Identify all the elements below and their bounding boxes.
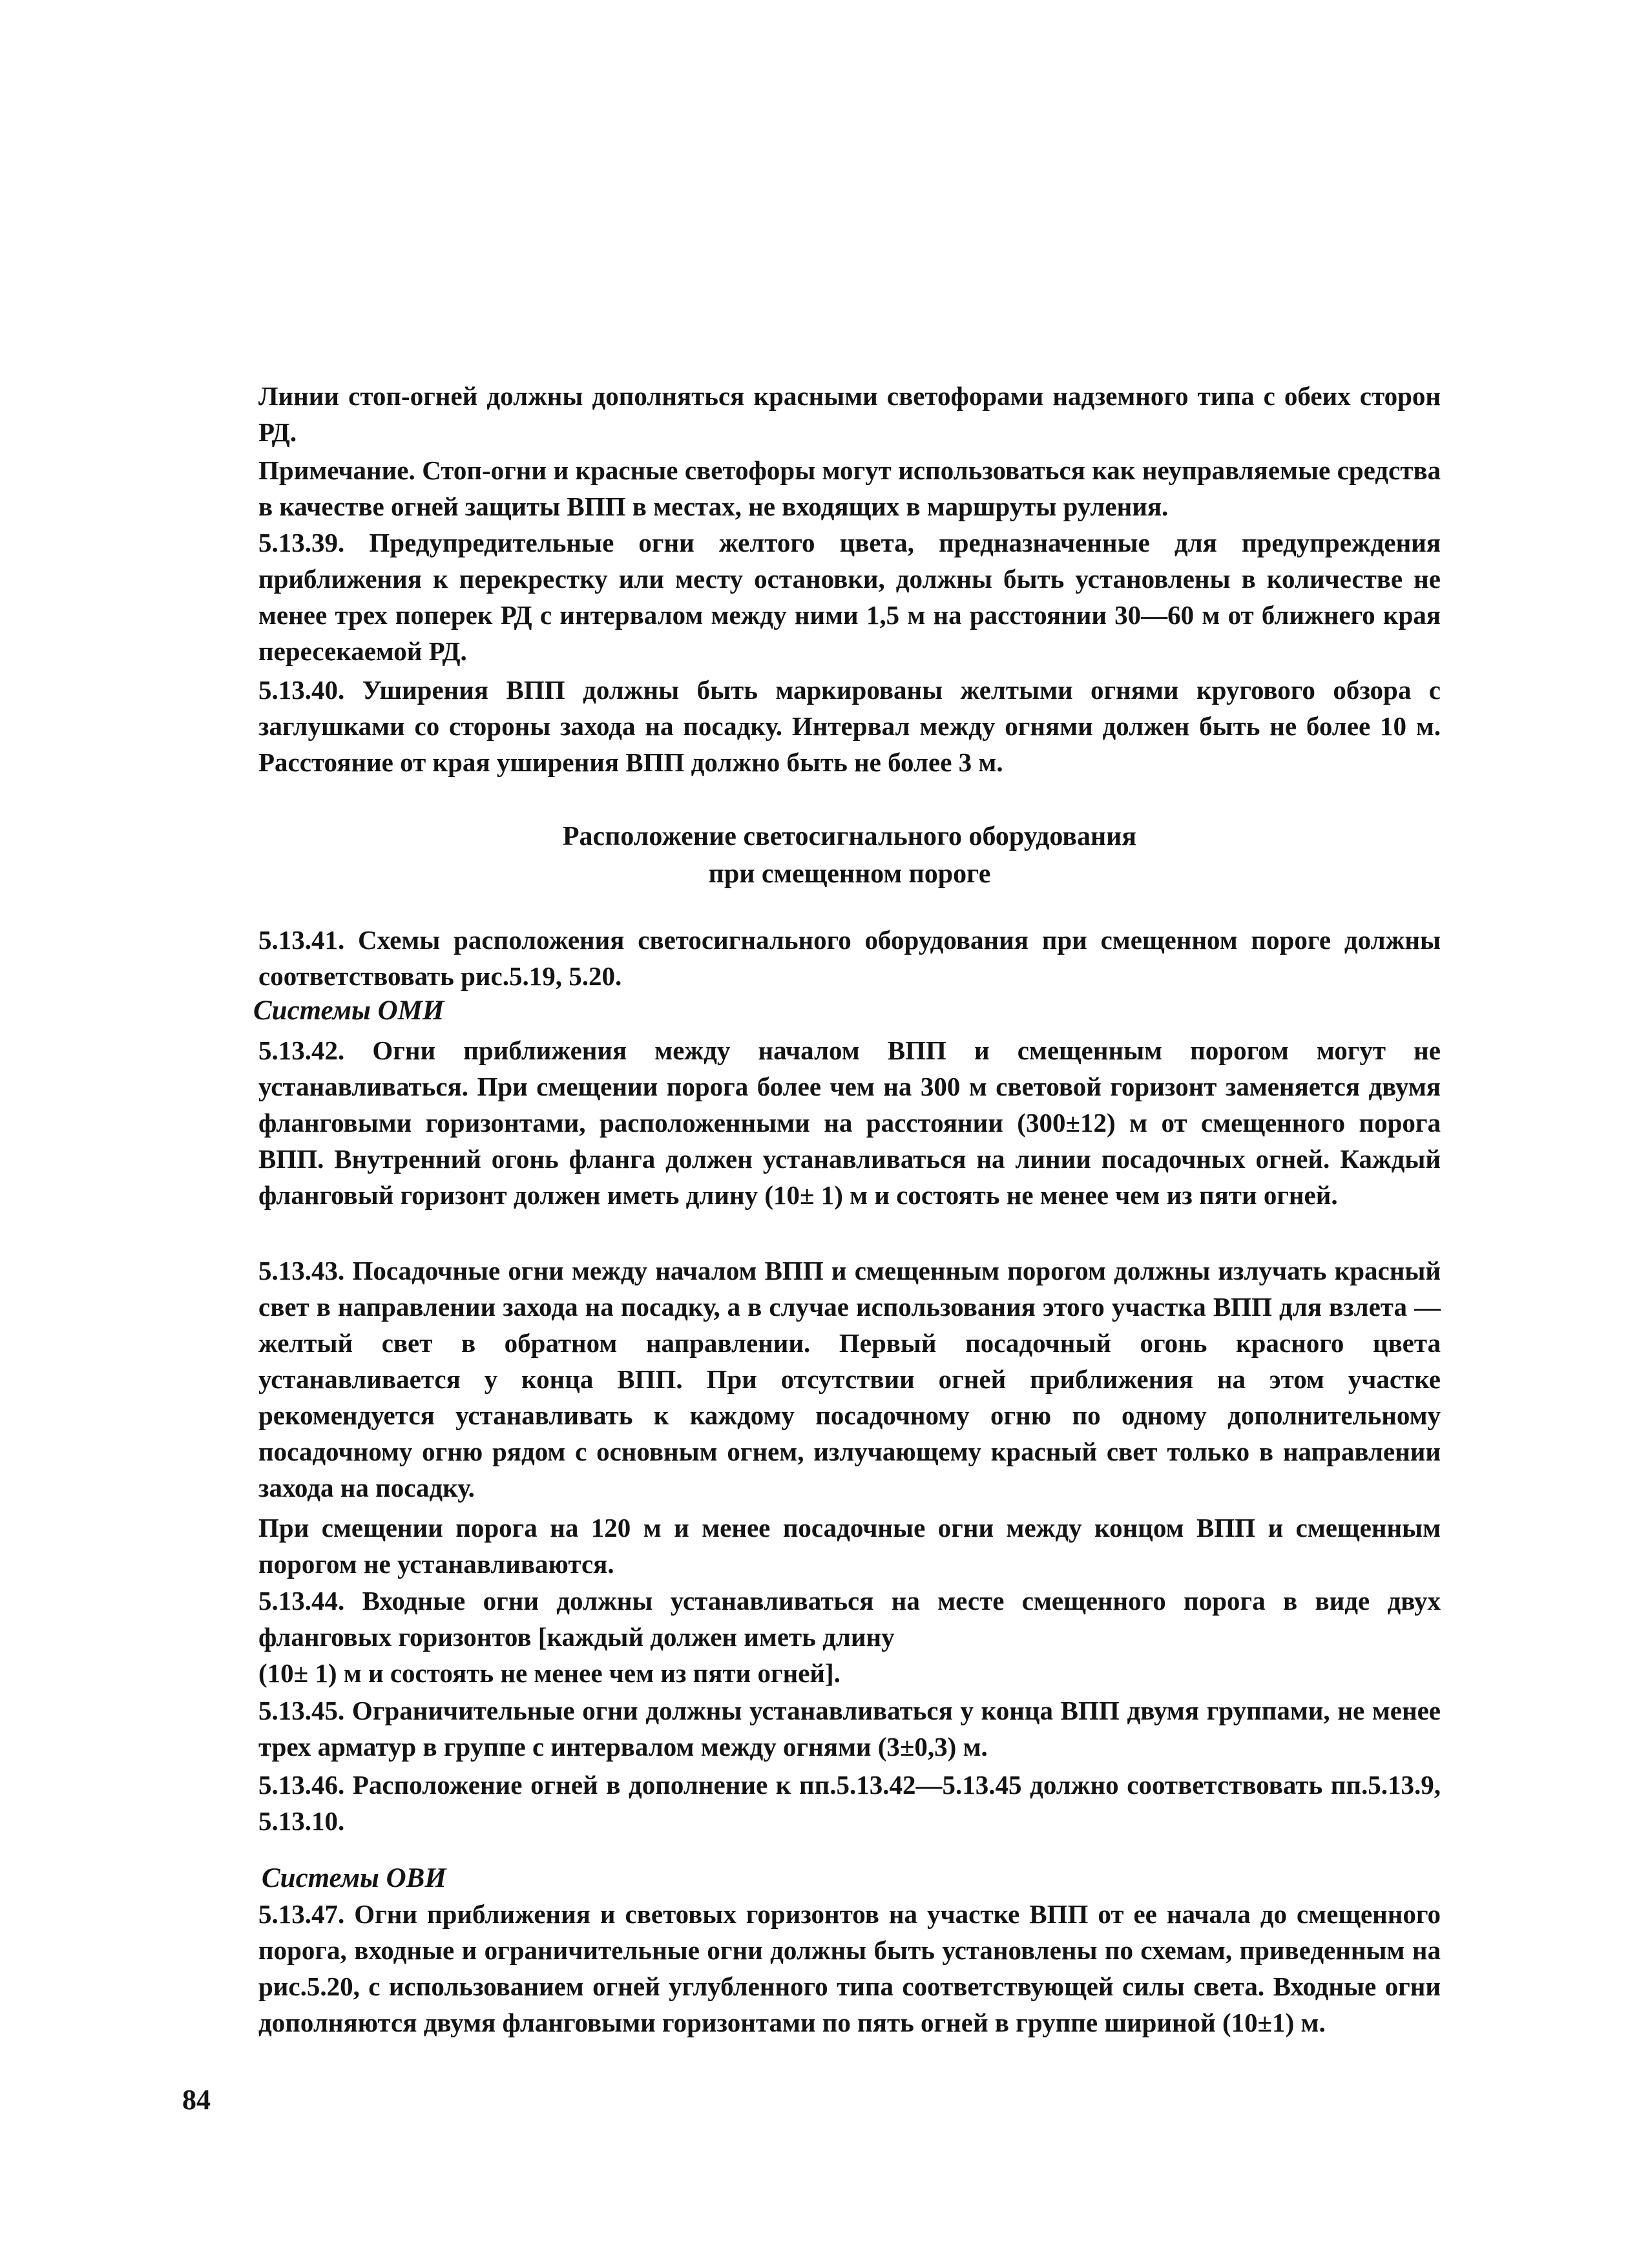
paragraph-5-13-43: 5.13.43. Посадочные огни между началом ВПП и смещенным порогом должны излучать красный свет в направлении захода на посадку, а в случае использования этого участка ВПП для взлета — желтый свет в обратном направлении. Первый посадочный огонь красного цвета устанавливается у конца ВПП. При отсутствии огней приближения на этом участке рекомендуется устанавливать к каждому посадочному огню по одному дополнительному посадочному огню рядом с основным огнем, излучающему красный свет только в направлении захода на посадку. (258, 1256, 1441, 1503)
paragraph-5-13-47: 5.13.47. Огни приближения и световых горизонтов на участке ВПП от ее начала до смещенного порога, входные и ограничительные огни должны быть установлены по схемам, приведенным на рис.5.20, с использованием огней углубленного типа соответствующей силы света. Входные огни дополняются двумя фланговыми горизонтами по пять огней в группе шириной (10±1) м. (258, 1899, 1441, 2037)
paragraph-5-13-44: 5.13.44. Входные огни должны устанавливаться на месте смещенного порога в виде двух фланговых горизонтов [каждый должен иметь длину (10± 1) м и состоять не менее чем из пяти огней]. (258, 1586, 1441, 1688)
section-heading (258, 818, 1441, 893)
paragraph-5-13-45: 5.13.45. Ограничительные огни должны устанавливаться у конца ВПП двумя группами, не менее трех арматур в группе с интервалом между огнями (3±0,3) м. (258, 1696, 1441, 1762)
paragraph-5-13-40: 5.13.40. Уширения ВПП должны быть маркированы желтыми огнями кругового обзора с заглушками со стороны захода на посадку. Интервал между огнями должен быть не более 10 м. Расстояние от края уширения ВПП должно быть не более 3 м. (258, 675, 1441, 777)
section-heading-line-2: при смещенном пороге (708, 859, 991, 889)
page-number: 84 (182, 2084, 211, 2116)
paragraph-text: Линии стоп-огней должны дополняться красными светофорами надземного типа с обеих сторон РД. (258, 381, 1441, 447)
note-paragraph (258, 452, 1441, 525)
section-heading-line-1: Расположение светосигнального оборудования (562, 822, 1137, 851)
subheading-ovi: Системы ОВИ (262, 1863, 446, 1893)
note-label: Примечание. (258, 455, 415, 485)
subheading-omi: Системы ОМИ (253, 995, 444, 1026)
paragraph-5-13-39: 5.13.39. Предупредительные огни желтого цвета, предназначенные для предупреждения приближения к перекрестку или месту остановки, должны быть установлены в количестве не менее трех поперек РД с интервалом между ними 1,5 м на расстоянии 30—60 м от ближнего края пересекаемой РД. (258, 528, 1441, 666)
paragraph-stop-lights (258, 378, 1441, 450)
paragraph-shift-120: При смещении порога на 120 м и менее посадочные огни между концом ВПП и смещенным порогом не устанавливаются. (258, 1513, 1441, 1579)
paragraph-5-13-42: 5.13.42. Огни приближения между началом ВПП и смещенным порогом могут не устанавливаться. При смещении порога более чем на 300 м световой горизонт заменяется двумя фланговыми горизонтами, расположенными на расстоянии (300±12) м от смещенного порога ВПП. Внутренний огонь фланга должен устанавливаться на линии посадочных огней. Каждый фланговый горизонт должен иметь длину (10± 1) м и состоять не менее чем из пяти огней. (258, 1035, 1441, 1210)
paragraph-5-13-41: 5.13.41. Схемы расположения светосигнального оборудования при смещенном пороге должны соответствовать рис.5.19, 5.20. (258, 925, 1441, 991)
paragraph-5-13-46: 5.13.46. Расположение огней в дополнение к пп.5.13.42—5.13.45 должно соответствовать пп.5.13.9, 5.13.10. (258, 1770, 1441, 1836)
note-text: Стоп-огни и красные светофоры могут использоваться как неуправляемые средства в качестве огней защиты ВПП в местах, не входящих в маршруты руления. (258, 455, 1441, 521)
